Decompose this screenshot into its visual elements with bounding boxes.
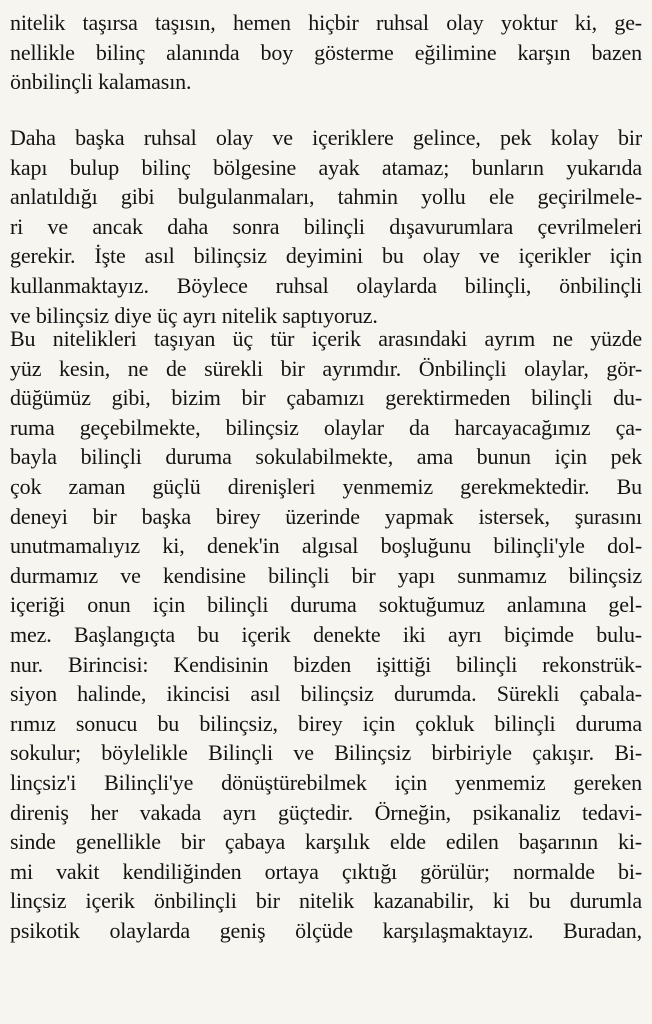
text-line: ri ve ancak daha sonra bilinçli dışavurumlara çevrilmeleri xyxy=(10,213,642,239)
text-line: Daha başka ruhsal olay ve içeriklere gelince, pek kolay bir xyxy=(10,125,642,150)
text-line: mez. Başlangıçta bu içerik denekte iki ayrı biçimde bulu- xyxy=(10,621,642,647)
text-line: nitelik taşırsa taşısın, hemen hiçbir ruhsal olay yoktur ki, ge- xyxy=(10,10,642,35)
text-line: sokulur; böylelikle Bilinçli ve Bilinçsiz birbiriyle çakışır. Bi- xyxy=(10,740,642,766)
text-line: mi vakit kendiliğinden ortaya çıktığı görülür; normalde bi- xyxy=(10,858,642,884)
text-line: linçsiz içerik önbilinçli bir nitelik kazanabilir, ki bu durumla xyxy=(10,888,642,914)
text-line: önbilinçli kalamasın. xyxy=(10,69,192,95)
text-line: kapı bulup bilinç bölgesine ayak atamaz; bunların yukarıda xyxy=(10,154,642,180)
text-line: içeriği onun için bilinçli duruma soktuğumuz anlamına gel- xyxy=(10,592,642,618)
paragraph-1 xyxy=(10,8,642,97)
text-line: deneyi bir başka birey üzerinde yapmak istersek, şurasını xyxy=(10,503,642,529)
text-line: çok zaman güçlü direnişleri yenmemiz gerekmektedir. Bu xyxy=(10,473,642,499)
paragraph-2 xyxy=(10,123,642,330)
text-line: unutmamalıyız ki, denek'in algısal boşluğunu bilinçli'yle dol- xyxy=(10,533,642,559)
text-line: linçsiz'i Bilinçli'ye dönüştürebilmek için yenmemiz gereken xyxy=(10,769,642,795)
text-line: yüz kesin, ne de sürekli bir ayrımdır. Önbilinçli olaylar, gör- xyxy=(10,355,642,381)
text-line: Bu nitelikleri taşıyan üç tür içerik arasındaki ayrım ne yüzde xyxy=(10,326,642,351)
text-line: bayla bilinçli duruma sokulabilmekte, ama bunun için pek xyxy=(10,444,642,470)
text-line: direniş her vakada ayrı güçtedir. Örneğin, psikanaliz tedavi- xyxy=(10,799,642,825)
paragraph-3 xyxy=(10,324,642,945)
text-line: psikotik olaylarda geniş ölçüde karşılaşmaktayız. Buradan, xyxy=(10,917,642,943)
text-line: durmamız ve kendisine bilinçli bir yapı sunmamız bilinçsiz xyxy=(10,562,642,588)
text-line: nur. Birincisi: Kendisinin bizden işittiği bilinçli rekonstrük- xyxy=(10,651,642,677)
text-line: ve bilinçsiz diye üç ayrı nitelik saptıyoruz. xyxy=(10,302,378,328)
text-line: gerekir. İşte asıl bilinçsiz deyimini bu olay ve içerikler için xyxy=(10,243,642,269)
text-line: sinde genellikle bir çabaya karşılık elde edilen başarının ki- xyxy=(10,829,642,855)
text-line: düğümüz gibi, bizim bir çabamızı gerektirmeden bilinçli du- xyxy=(10,385,642,411)
text-line: anlatıldığı gibi bulgulanmaları, tahmin yollu ele geçirilmele- xyxy=(10,184,642,210)
text-line: nellikle bilinç alanında boy gösterme eğilimine karşın bazen xyxy=(10,39,642,65)
text-line: kullanmaktayız. Böylece ruhsal olaylarda bilinçli, önbilinçli xyxy=(10,272,642,298)
text-line: siyon halinde, ikincisi asıl bilinçsiz durumda. Sürekli çabala- xyxy=(10,681,642,707)
text-line: rımız sonucu bu bilinçsiz, birey için çokluk bilinçli duruma xyxy=(10,710,642,736)
text-line: ruma geçebilmekte, bilinçsiz olaylar da harcayacağımız ça- xyxy=(10,414,642,440)
